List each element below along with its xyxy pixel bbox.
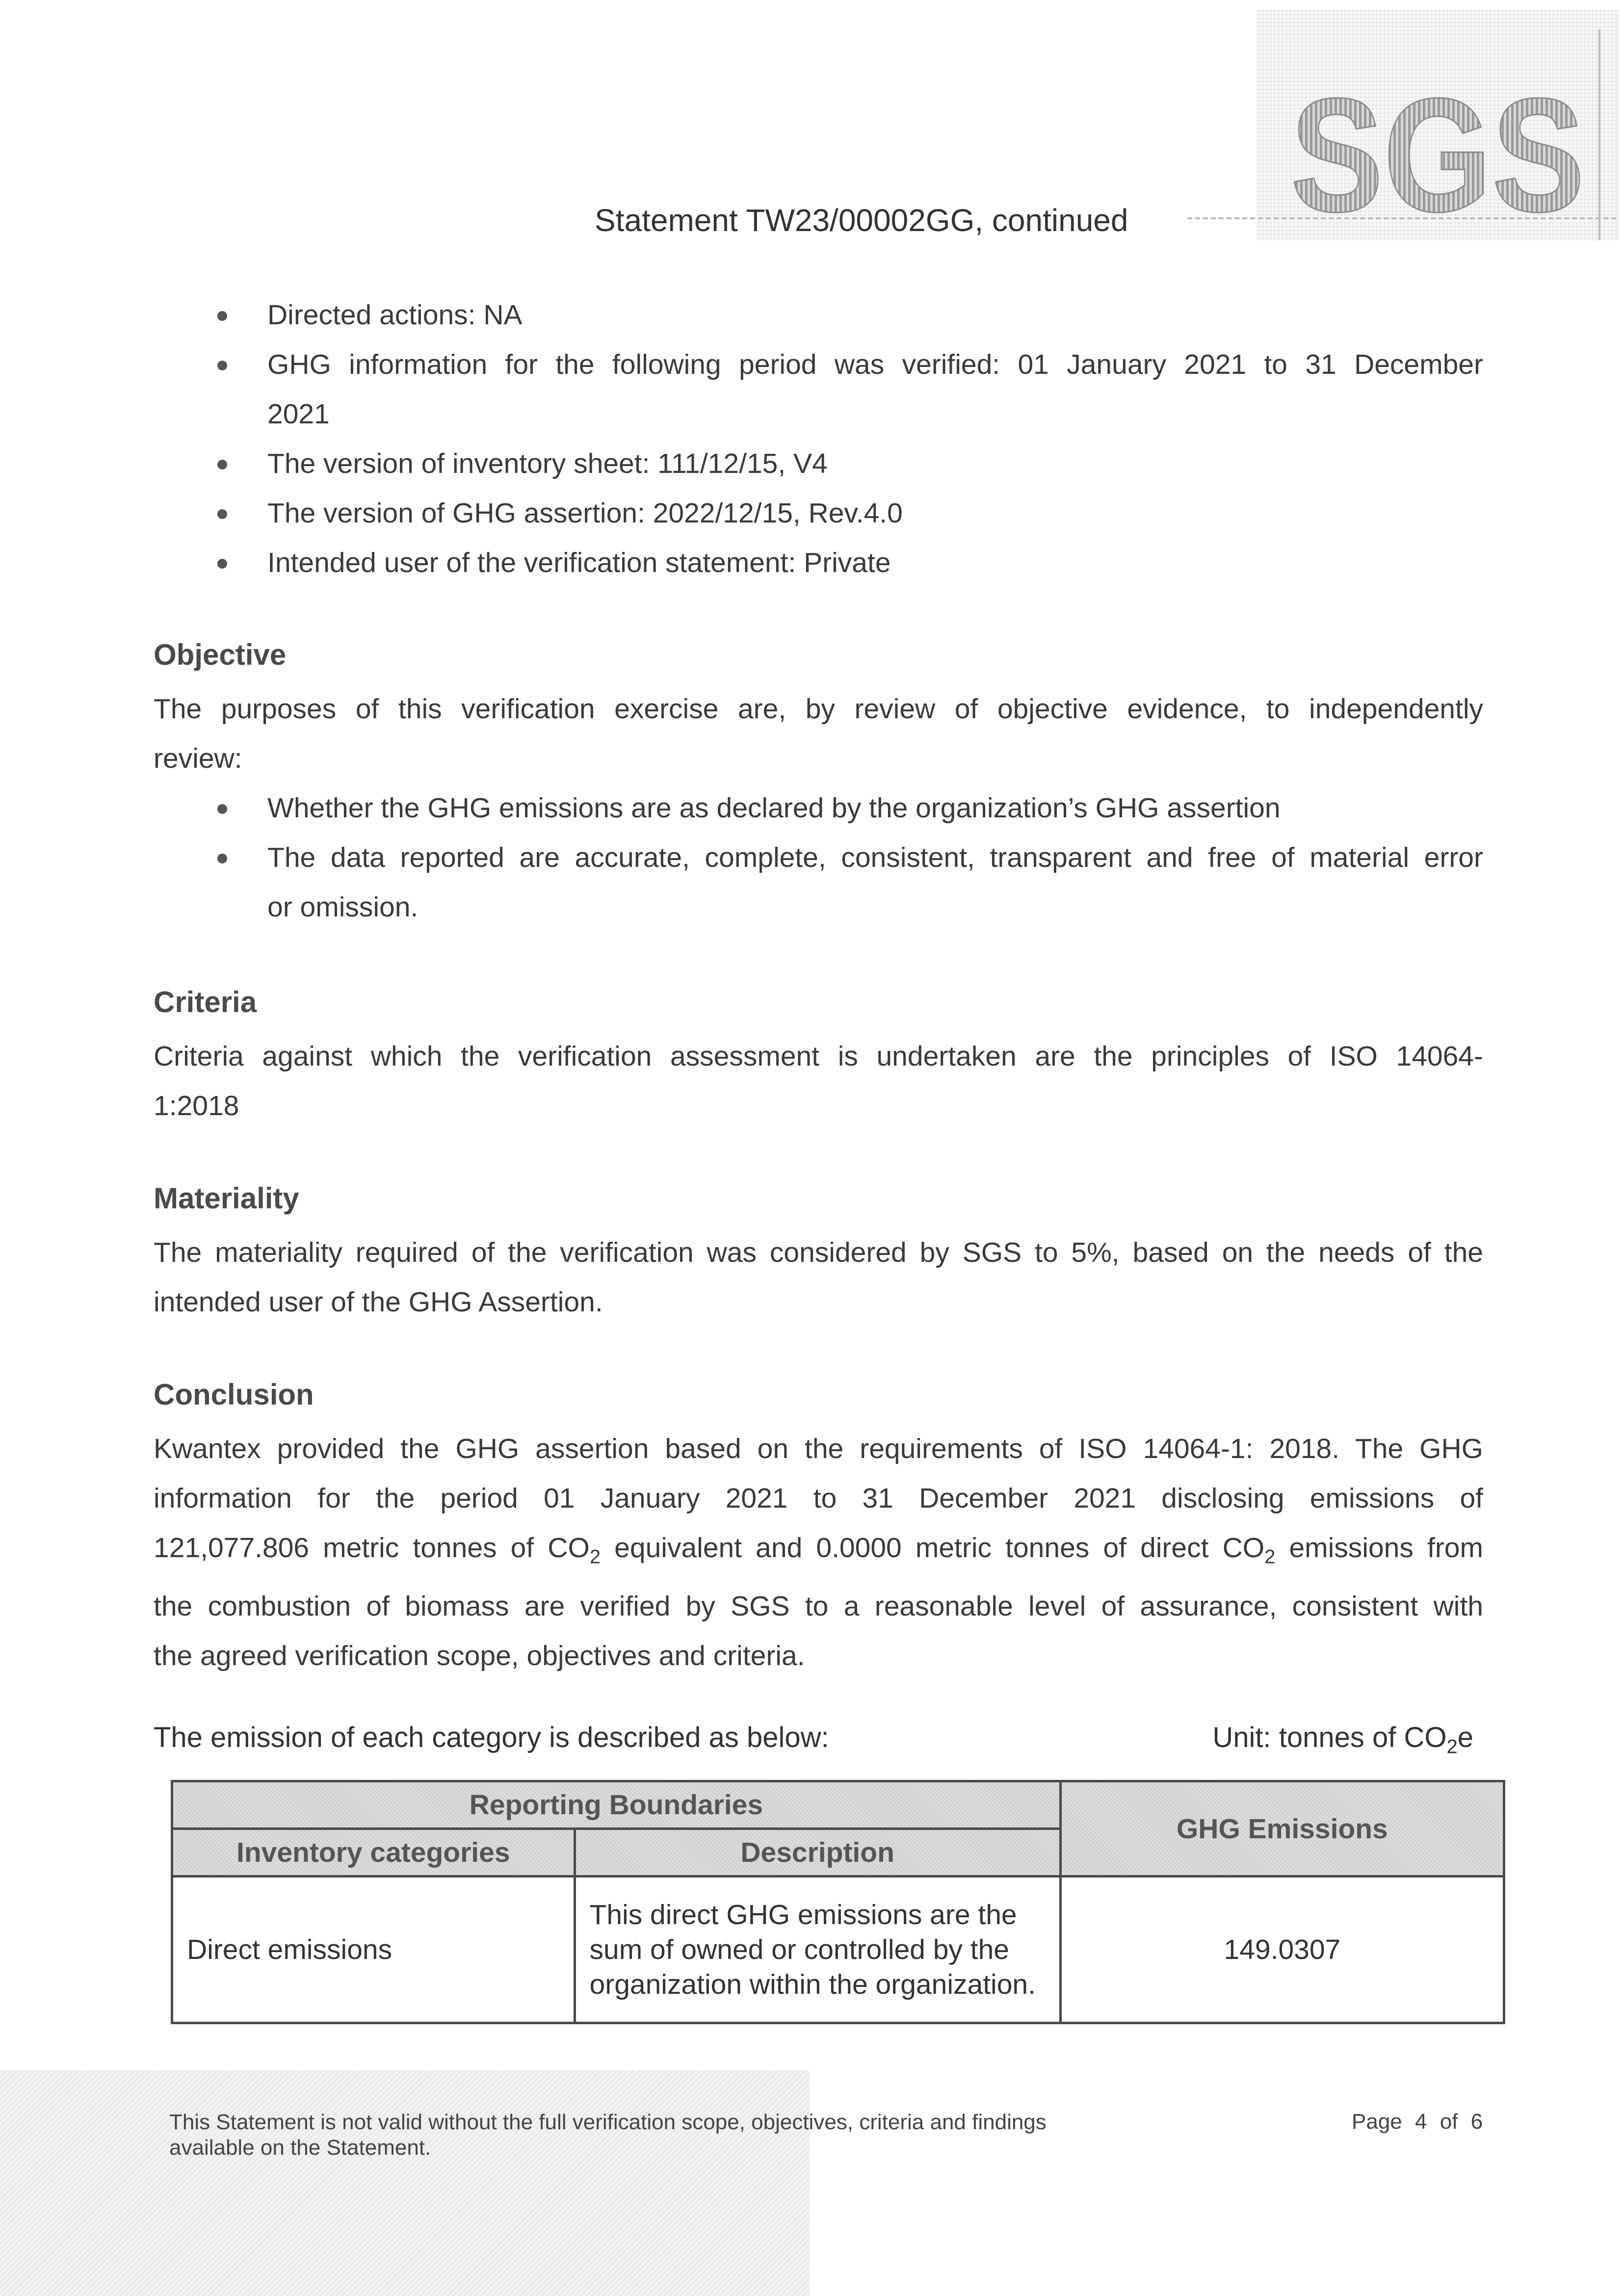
table-caption-text: The emission of each category is described as below: [154,1722,829,1753]
emissions-value-cell: 149.0307 [1060,1877,1504,2023]
category-cell: Direct emissions [172,1877,575,2023]
reporting-boundaries-header: Reporting Boundaries [172,1781,1061,1829]
conclusion-line: the combustion of biomass are verified by SGS to a reasonable level of assurance, consistent with [154,1591,1483,1622]
table-unit-text: Unit: tonnes of CO [1212,1722,1447,1753]
conclusion-text [154,1424,1483,1681]
conclusion-co2-text: equivalent and 0.0000 metric tonnes of direct CO [601,1532,1265,1564]
table-caption [154,1721,1473,1758]
page-current: 4 [1415,2110,1427,2134]
list-item [154,489,1483,538]
objective-bullet-list [154,783,1483,932]
table-unit [1212,1721,1473,1758]
co2-subscript: 2 [1446,1736,1458,1758]
objective-bullet-data: The data reported are accurate, complete, consistent, transparent and free of material error [267,842,1483,873]
list-item [154,340,1483,439]
criteria-line: Criteria against which the verification assessment is undertaken are the principles of ISO 14064- [154,1041,1483,1072]
statement-title: Statement TW23/00002GG, continued [595,203,1128,238]
conclusion-co2-text: emissions from [1275,1532,1483,1564]
list-item [154,538,1483,588]
scope-period-line: GHG information for the following period was verified: 01 January 2021 to 31 December [267,349,1483,380]
list-item [154,290,1483,340]
footer-background [0,2070,810,2296]
table-header-row [172,1781,1504,1829]
table-unit-suffix: e [1457,1722,1473,1753]
materiality-heading: Materiality [154,1182,299,1215]
materiality-line: The materiality required of the verification was considered by SGS to 5%, based on the needs of the [154,1237,1483,1268]
objective-intro-line-cont: review: [154,743,242,774]
list-item [154,439,1483,489]
scope-bullet-list [154,290,1483,588]
emissions-table [171,1780,1505,2024]
objective-heading: Objective [154,638,287,671]
sgs-logo [1187,10,1619,240]
objective-bullet-data-cont: or omission. [267,891,419,923]
co2-subscript: 2 [1264,1546,1276,1568]
criteria-line-cont: 1:2018 [154,1090,239,1122]
conclusion-line-co2 [154,1523,1483,1582]
conclusion-line: Kwantex provided the GHG assertion based on the requirements of ISO 14064-1: 2018. The GHG [154,1433,1483,1464]
scope-intended-user: Intended user of the verification statement: Private [267,547,891,578]
conclusion-line: information for the period 01 January 2021 to 31 December 2021 disclosing emissions of [154,1483,1483,1514]
conclusion-heading: Conclusion [154,1378,314,1411]
page-of: of [1440,2110,1458,2134]
objective-intro-line: The purposes of this verification exercise are, by review of objective evidence, to independently [154,693,1483,725]
co2-subscript: 2 [589,1546,601,1568]
scope-assertion-version: The version of GHG assertion: 2022/12/15, Rev.4.0 [267,497,903,529]
criteria-heading: Criteria [154,986,257,1018]
criteria-text [154,1032,1483,1131]
page-number [1352,2110,1483,2134]
scope-period-line-cont: 2021 [267,398,330,430]
objective-bullet-assertion: Whether the GHG emissions are as declared by the organization’s GHG assertion [267,792,1281,824]
page-label: Page [1352,2110,1402,2134]
scope-directed-actions: Directed actions: NA [267,299,523,331]
table-row [172,1877,1504,2023]
footer-validity-note: This Statement is not valid without the full verification scope, objectives, criteria and findings available on the Statement. [169,2110,1047,2160]
conclusion-line: the agreed verification scope, objectives and criteria. [154,1640,805,1672]
ghg-emissions-header: GHG Emissions [1060,1781,1504,1877]
page-total: 6 [1470,2110,1483,2134]
description-header: Description [575,1829,1060,1877]
list-item [154,833,1483,932]
sgs-logo-graphic [1187,10,1619,240]
list-item [154,783,1483,833]
materiality-line-cont: intended user of the GHG Assertion. [154,1286,603,1318]
logo-text: SGS [1290,64,1585,240]
inventory-categories-header: Inventory categories [172,1829,575,1877]
materiality-text [154,1228,1483,1327]
scope-inventory-version: The version of inventory sheet: 111/12/15, V4 [267,448,828,479]
conclusion-co2-text: 121,077.806 metric tonnes of CO [154,1532,590,1564]
description-cell: This direct GHG emissions are the sum of owned or controlled by the organization within the organization. [575,1877,1060,2023]
objective-intro [154,684,1483,783]
